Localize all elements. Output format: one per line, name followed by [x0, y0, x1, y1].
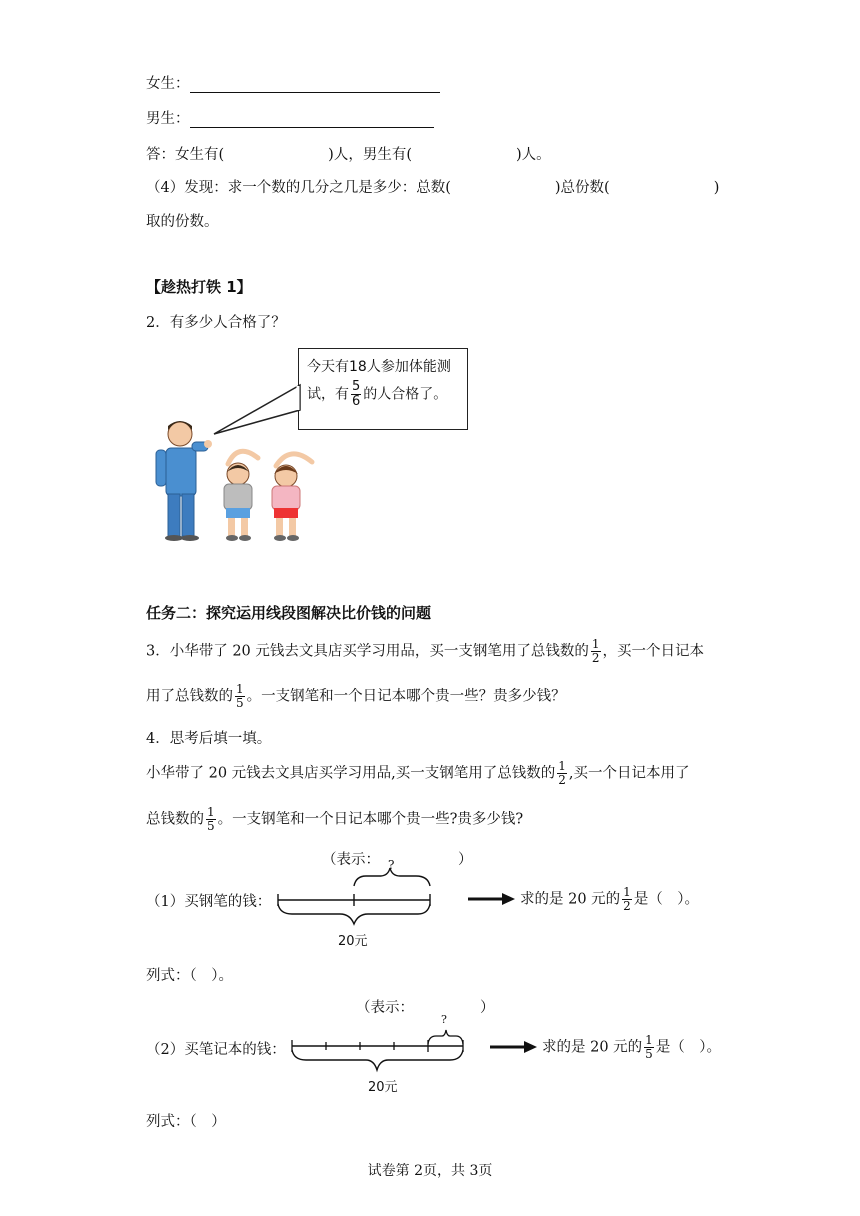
bubble-text1: 今天有18人参加体能测试，有 [307, 359, 451, 403]
discovery-line [146, 176, 719, 197]
bubble-text2: 的人合格了。 [363, 386, 448, 403]
part2-frac-den: 5 [645, 1047, 653, 1061]
q4-frac1-num: 1 [558, 759, 566, 773]
part2-result-a: 求的是 20 元的 [542, 1039, 643, 1056]
part1-result-a: 求的是 20 元的 [520, 891, 621, 908]
q4-line1-b: ,买一个日记本用了 [568, 765, 690, 782]
discovery-part2: )总份数( [554, 180, 610, 196]
q3-line1 [146, 638, 704, 665]
part2-arrow-icon [490, 1039, 538, 1055]
part1-question-mark: ? [388, 858, 395, 872]
part1-formula: 列式：（ ）。 [146, 968, 233, 984]
q4-line1 [146, 760, 690, 787]
part2-result-frac [644, 1034, 654, 1061]
bubble-frac-num: 5 [352, 379, 361, 394]
part2-result [542, 1034, 721, 1061]
part1-biaoshi-open: （表示： [322, 852, 380, 868]
part1-segment-diagram [270, 860, 470, 940]
page-footer: 试卷第 2页，共 3页 [367, 1163, 493, 1179]
girls-line [146, 72, 440, 93]
part1-total-label: 20元 [338, 934, 368, 949]
teacher-figure [156, 421, 212, 541]
answer-mid: )人，男生有( [328, 147, 412, 163]
q4-frac2 [206, 806, 216, 833]
part1-biaoshi-close: ） [458, 852, 473, 868]
part2-formula: 列式：（ ） [146, 1114, 226, 1130]
task2-title: 任务二：探究运用线段图解决比价钱的问题 [146, 604, 432, 622]
discovery-part1: （4）发现：求一个数的几分之几是多少：总数( [146, 180, 451, 196]
part2-biaoshi-open: （表示： [356, 1000, 414, 1016]
part2-label: （2）买笔记本的钱： [146, 1042, 286, 1058]
answer-suffix: )人。 [516, 147, 551, 163]
q3-line2-b: 。一支钢笔和一个日记本哪个贵一些？贵多少钱？ [246, 688, 566, 705]
q3-frac1-num: 1 [591, 637, 600, 651]
q4-title: 4．思考后填一填。 [146, 731, 272, 747]
boys-line [146, 107, 434, 128]
part1-label: （1）买钢笔的钱： [146, 894, 272, 910]
practice-title: 【趁热打铁 1】 [146, 278, 252, 296]
part2-result-b: 是（ ）。 [655, 1039, 722, 1056]
answer-prefix: 答：女生有( [146, 147, 225, 163]
part2-segment-diagram [286, 1012, 476, 1082]
q4-frac1 [557, 760, 567, 787]
part2-question-mark: ? [441, 1013, 447, 1026]
q4-line2 [146, 806, 523, 833]
part1-arrow-icon [468, 891, 516, 907]
boys-label: 男生： [146, 111, 190, 127]
discovery-line2: 取的份数。 [146, 214, 219, 230]
q3-frac2 [235, 683, 245, 710]
girls-blank[interactable] [190, 78, 440, 93]
q4-frac2-num: 1 [207, 805, 215, 819]
answer-line [146, 143, 551, 164]
question-2: 2．有多少人合格了？ [146, 315, 286, 331]
part2-top-brace [428, 1030, 463, 1044]
boys-blank[interactable] [190, 113, 434, 128]
q3-frac2-num: 1 [236, 682, 244, 696]
part1-frac-num: 1 [623, 885, 631, 899]
bubble-frac-den: 6 [352, 394, 361, 409]
girls-label: 女生： [146, 76, 190, 92]
q4-frac2-den: 5 [207, 819, 215, 833]
part2-bottom-brace [292, 1050, 463, 1070]
q3-line2-a: 用了总钱数的 [146, 688, 233, 705]
q4-line2-a: 总钱数的 [146, 811, 204, 828]
part1-result [520, 886, 699, 913]
part1-result-b: 是（ ）。 [633, 891, 700, 908]
q3-frac1-den: 2 [591, 651, 600, 665]
child-girl-figure [272, 454, 312, 541]
teacher-children-illustration [150, 350, 480, 550]
part2-total-label: 20元 [368, 1080, 398, 1095]
q3-line1-b: ，买一个日记本 [602, 643, 705, 660]
q3-line2 [146, 683, 566, 710]
part1-result-frac [622, 886, 632, 913]
discovery-part3: ) [713, 180, 720, 196]
q4-line2-b: 。一支钢笔和一个日记本哪个贵一些?贵多少钱? [217, 811, 524, 828]
q3-frac2-den: 5 [236, 696, 244, 710]
q4-frac1-den: 2 [558, 773, 566, 787]
part1-bottom-brace [278, 904, 430, 924]
part2-biaoshi-close: ） [480, 1000, 495, 1016]
q3-frac1 [591, 638, 601, 665]
q4-line1-a: 小华带了 20 元钱去文具店买学习用品,买一支钢笔用了总钱数的 [146, 765, 556, 782]
q3-line1-a: 3．小华带了 20 元钱去文具店买学习用品，买一支钢笔用了总钱数的 [146, 643, 589, 660]
bubble-tail [214, 385, 300, 434]
part1-frac-den: 2 [623, 899, 631, 913]
child-boy-figure [224, 451, 258, 541]
part2-frac-num: 1 [645, 1033, 653, 1047]
